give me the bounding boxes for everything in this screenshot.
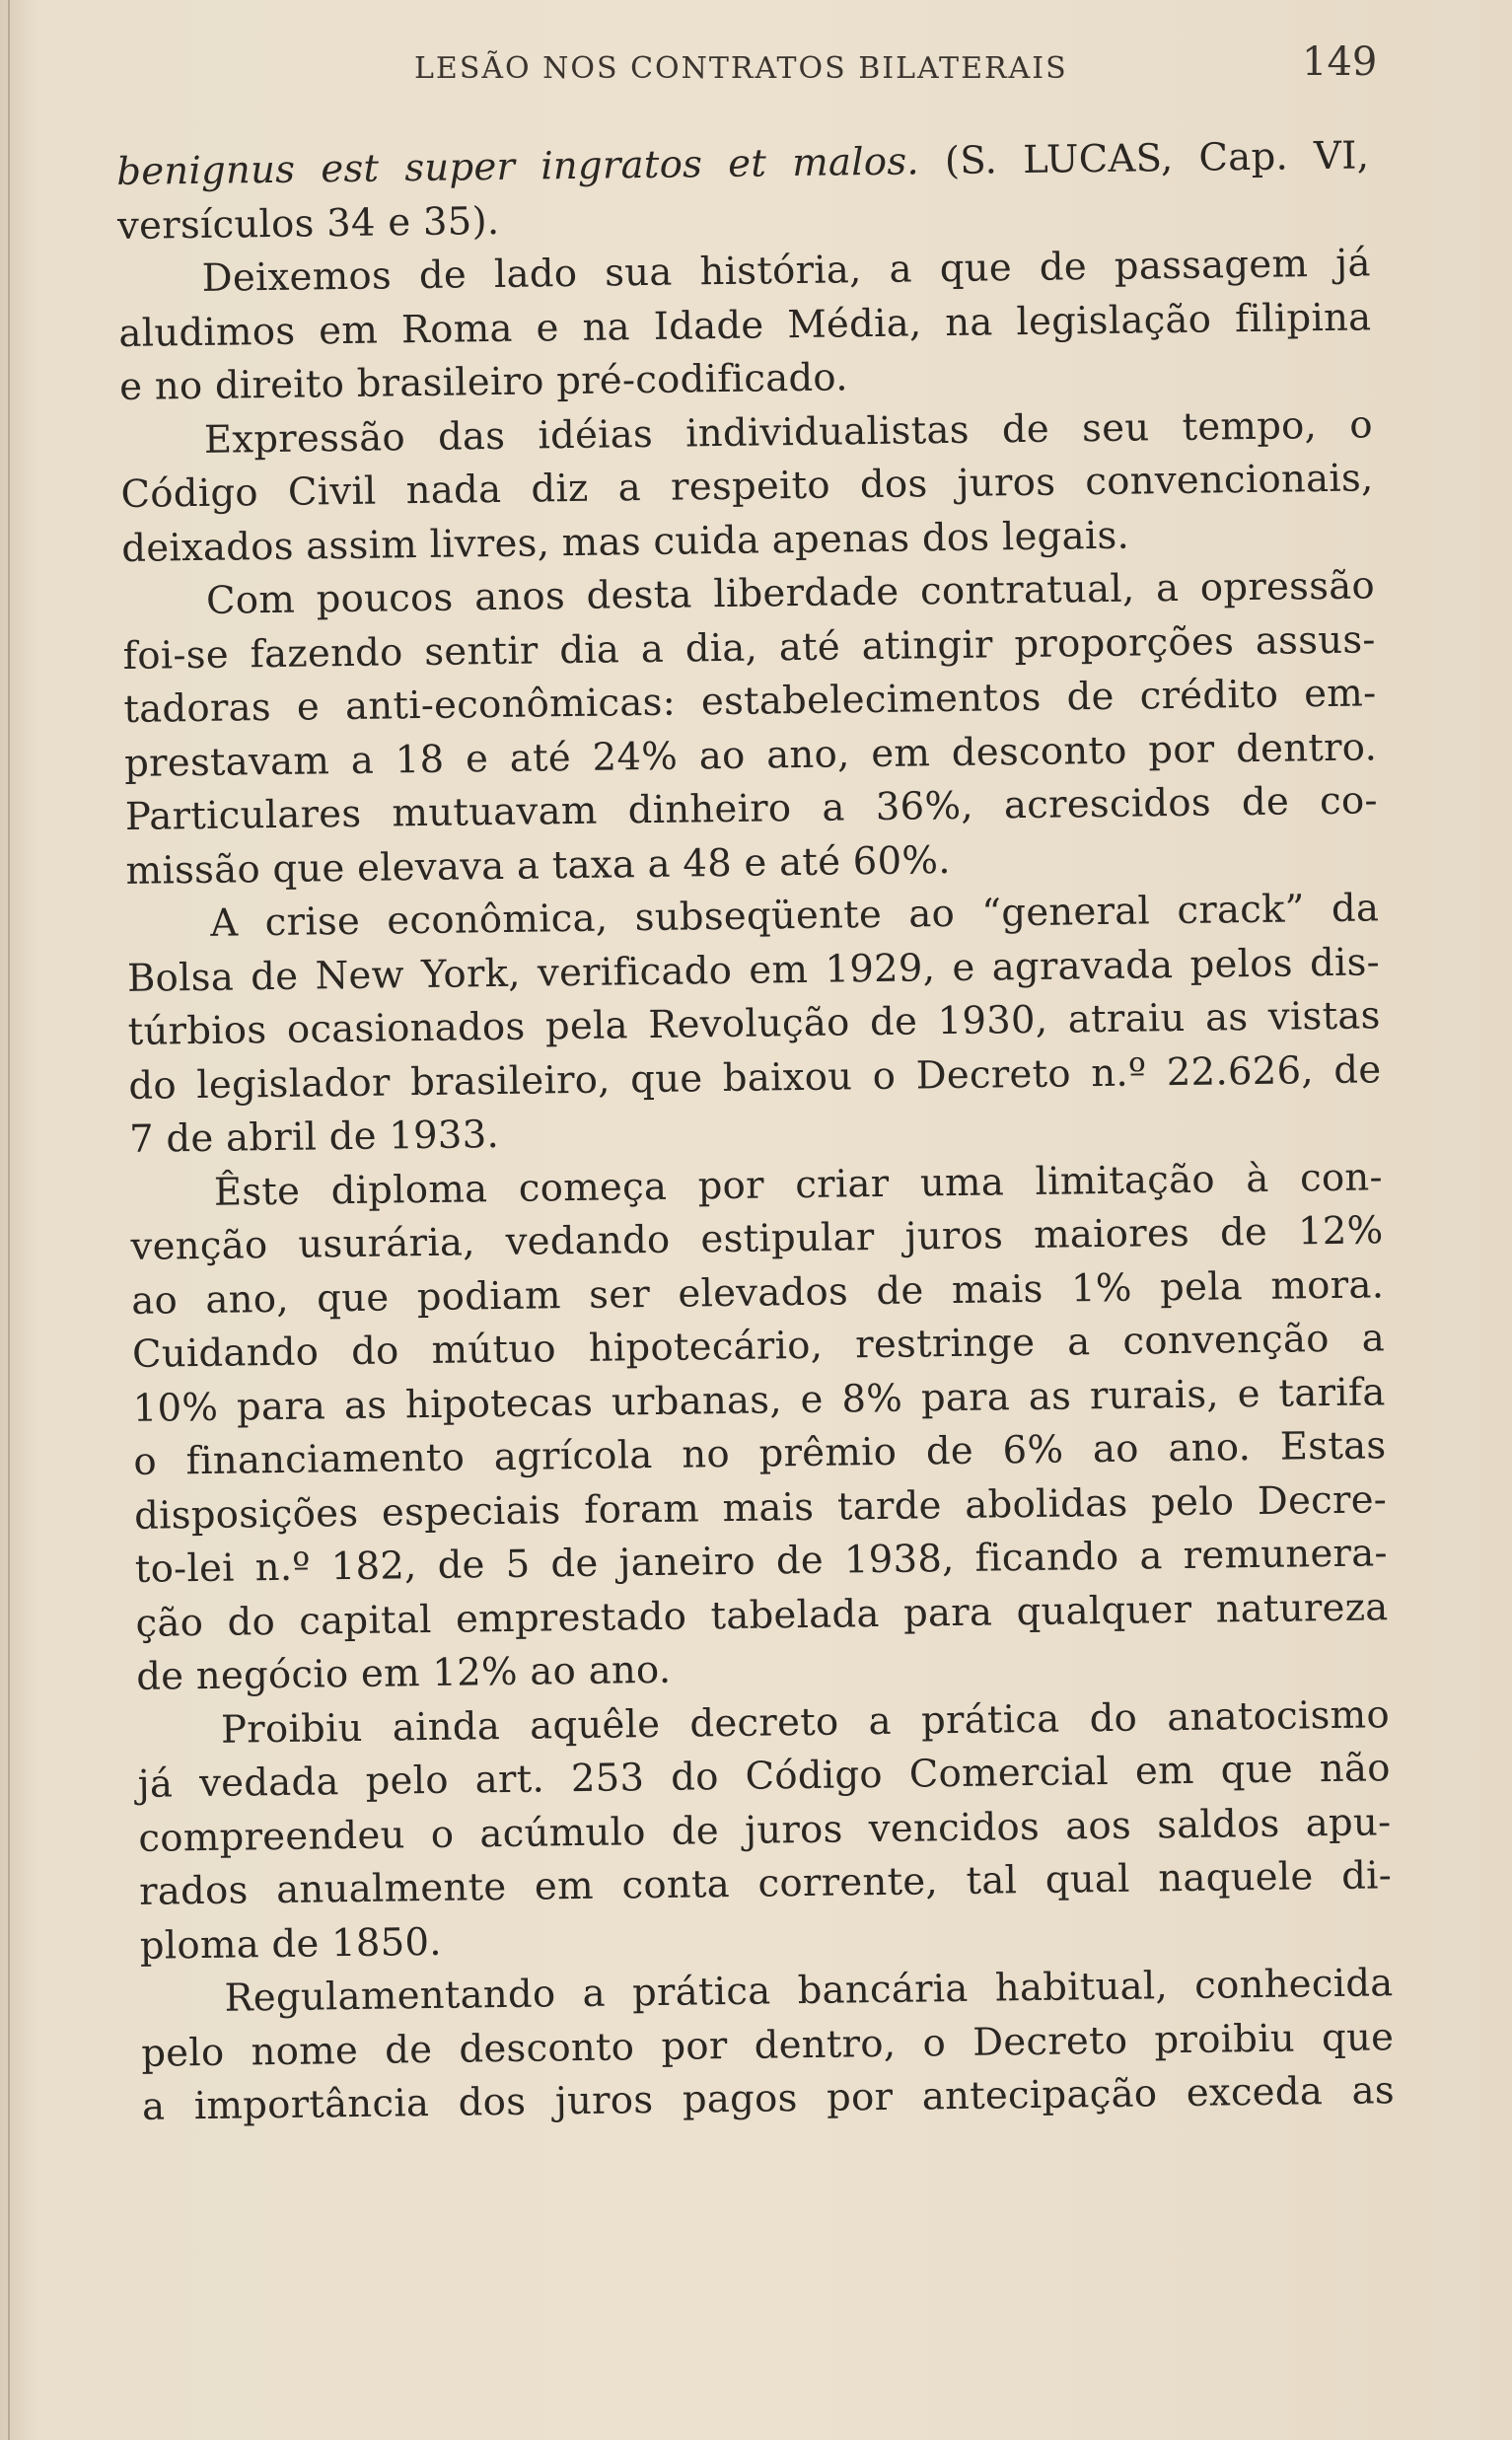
text-line: 7 de abril de 1933. xyxy=(128,1112,500,1162)
text-line: ploma de 1850. xyxy=(139,1919,443,1969)
page-edge xyxy=(8,0,10,2440)
paragraph-start: A crise econômica, subseqüente ao “general crack” da xyxy=(210,886,1380,946)
text-line: venção usurária, vedando estipular juros maiores de 12% xyxy=(130,1208,1384,1269)
text-line: do legislador brasileiro, que baixou o Decreto n.º 22.626, de xyxy=(128,1046,1382,1109)
running-title: LESÃO NOS CONTRATOS BILATERAIS xyxy=(414,51,1068,86)
text-line: deixados assim livres, mas cuida apenas dos legais. xyxy=(121,513,1130,571)
paragraph-start: Deixemos de lado sua história, a que de passagem já xyxy=(201,241,1371,301)
text-line: ção do capital emprestado tabelada para qualquer natureza xyxy=(135,1584,1389,1646)
text-line: de negócio em 12% ao ano. xyxy=(136,1647,672,1699)
text-line: Particulares mutuavam dinheiro a 36%, acrescidos de co- xyxy=(124,778,1379,839)
text-line: to-lei n.º 182, de 5 de janeiro de 1938, ficando a remunera- xyxy=(134,1531,1389,1592)
text-line: a importância dos juros pagos por antecipação exceda as xyxy=(141,2068,1396,2129)
page-number: 149 xyxy=(1302,39,1378,85)
paragraph-start: Regulamentando a prática bancária habitual, conhecida xyxy=(224,1961,1394,2021)
text-line: 10% para as hipotecas urbanas, e 8% para as rurais, e tarifa xyxy=(132,1369,1386,1431)
text-line: e no direito brasileiro pré-codificado. xyxy=(118,355,849,409)
citation: (S. LUCAS, Cap. VI, xyxy=(918,133,1370,184)
text-line: aludimos em Roma e na Idade Média, na legislação filipina xyxy=(118,294,1372,356)
paragraph-start: Expressão das idéias individualistas de seu tempo, o xyxy=(203,401,1374,463)
latin-quote: benignus est super ingratos et malos. xyxy=(116,139,920,194)
text-line: já vedada pelo art. 253 do Código Comercial em que não xyxy=(137,1746,1391,1807)
text-line: compreendeu o acúmulo de juros vencidos aos saldos apu- xyxy=(138,1799,1392,1861)
text-line: túrbios ocasionados pela Revolução de 1930, atraiu as vistas xyxy=(127,993,1381,1054)
text-line: tadoras e anti-econômicas: estabelecimentos de crédito em- xyxy=(123,671,1377,732)
paragraph-start: Com poucos anos desta liberdade contratual, a opressão xyxy=(205,563,1376,623)
text-line: o financiamento agrícola no prêmio de 6% ao ano. Estas xyxy=(133,1423,1387,1484)
text-line: pelo nome de desconto por dentro, o Decreto proibiu que xyxy=(141,2014,1395,2076)
text-line: missão que elevava a taxa a 48 e até 60%. xyxy=(125,837,952,894)
paragraph-start: Proibiu ainda aquêle decreto a prática do anatocismo xyxy=(220,1691,1391,1753)
text-line: rados anualmente em conta corrente, tal qual naquele di- xyxy=(138,1853,1393,1914)
text-line: Bolsa de New York, verificado em 1929, e agravada pelos dis- xyxy=(126,939,1381,1001)
text-line: disposições especiais foram mais tarde abolidas pelo Decre- xyxy=(133,1476,1388,1539)
text-line: prestavam a 18 e até 24% ao ano, em desconto por dentro. xyxy=(123,724,1378,786)
text-line: Código Civil nada diz a respeito dos juros convencionais, xyxy=(120,456,1374,517)
body-text xyxy=(116,129,1395,2134)
text-line: versículos 34 e 35). xyxy=(116,198,500,249)
text-line: Cuidando do mútuo hipotecário, restringe a convenção a xyxy=(131,1316,1386,1377)
text-line: foi-se fazendo sentir dia a dia, até atingir proporções assus- xyxy=(122,616,1376,679)
paragraph-start: Êste diploma começa por criar uma limitação à con- xyxy=(213,1154,1384,1215)
text-line: ao ano, que podiam ser elevados de mais 1% pela mora. xyxy=(131,1261,1385,1324)
